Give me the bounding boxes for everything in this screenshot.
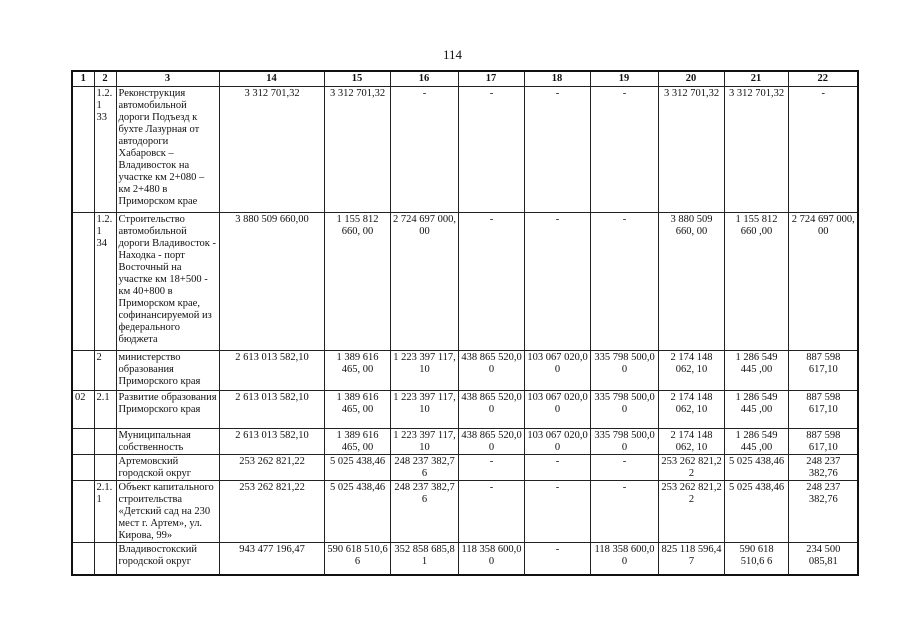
amount-cell: - bbox=[590, 213, 658, 351]
amount-cell: 103 067 020,0 0 bbox=[524, 391, 590, 429]
item-number-cell bbox=[94, 543, 116, 575]
amount-cell: - bbox=[524, 87, 590, 213]
amount-cell: 1 223 397 117, 10 bbox=[390, 429, 458, 455]
item-name-cell: Реконструкция автомобильной дороги Подъезд к бухте Лазурная от автодороги Хабаровск – Владивосток на участке км 2+080 – км 2+480 в Приморском крае bbox=[116, 87, 219, 213]
amount-cell: - bbox=[788, 87, 858, 213]
code-cell bbox=[72, 455, 94, 481]
amount-cell: 118 358 600,0 0 bbox=[590, 543, 658, 575]
amount-cell: 335 798 500,0 0 bbox=[590, 429, 658, 455]
amount-cell: - bbox=[390, 87, 458, 213]
code-cell: 02 bbox=[72, 391, 94, 429]
amount-cell: - bbox=[458, 481, 524, 543]
header-row bbox=[72, 71, 858, 87]
table-row bbox=[72, 543, 858, 575]
item-number-cell: 2 bbox=[94, 351, 116, 391]
amount-cell: 590 618 510,6 6 bbox=[324, 543, 390, 575]
col-header: 17 bbox=[458, 71, 524, 87]
amount-cell: 1 286 549 445 ,00 bbox=[724, 429, 788, 455]
item-name-cell: Объект капитального строительства «Детский сад на 230 мест г. Артем», ул. Кирова, 99» bbox=[116, 481, 219, 543]
amount-cell: - bbox=[458, 87, 524, 213]
table-row bbox=[72, 213, 858, 351]
code-cell bbox=[72, 351, 94, 391]
amount-cell: 248 237 382,76 bbox=[788, 481, 858, 543]
item-number-cell bbox=[94, 455, 116, 481]
amount-cell: 2 724 697 000, 00 bbox=[788, 213, 858, 351]
amount-cell: 2 174 148 062, 10 bbox=[658, 351, 724, 391]
code-cell bbox=[72, 543, 94, 575]
amount-cell: 1 286 549 445 ,00 bbox=[724, 351, 788, 391]
item-name-cell: Строительство автомобильной дороги Владивосток - Находка - порт Восточный на участке км 18+500 - км 40+800 в Приморском крае, софинансируемой из федерального бюджета bbox=[116, 213, 219, 351]
amount-cell: 3 312 701,32 bbox=[219, 87, 324, 213]
amount-cell: - bbox=[590, 481, 658, 543]
col-header: 22 bbox=[788, 71, 858, 87]
amount-cell: 3 312 701,32 bbox=[658, 87, 724, 213]
amount-cell: 825 118 596,4 7 bbox=[658, 543, 724, 575]
amount-cell: 352 858 685,8 1 bbox=[390, 543, 458, 575]
amount-cell: 253 262 821,2 2 bbox=[658, 481, 724, 543]
amount-cell: 943 477 196,47 bbox=[219, 543, 324, 575]
amount-cell: 887 598 617,10 bbox=[788, 429, 858, 455]
page-number: 114 bbox=[442, 47, 463, 62]
amount-cell: 2 613 013 582,10 bbox=[219, 429, 324, 455]
amount-cell: 1 223 397 117, 10 bbox=[390, 391, 458, 429]
amount-cell: 2 724 697 000, 00 bbox=[390, 213, 458, 351]
amount-cell: 2 613 013 582,10 bbox=[219, 391, 324, 429]
col-header: 2 bbox=[94, 71, 116, 87]
amount-cell: 5 025 438,46 bbox=[324, 481, 390, 543]
col-header: 3 bbox=[116, 71, 219, 87]
amount-cell: 234 500 085,81 bbox=[788, 543, 858, 575]
budget-table bbox=[71, 70, 859, 576]
item-number-cell: 2.1.1 bbox=[94, 481, 116, 543]
amount-cell: 3 880 509 660,00 bbox=[219, 213, 324, 351]
amount-cell: 1 223 397 117, 10 bbox=[390, 351, 458, 391]
item-name-cell: Владивостокский городской округ bbox=[116, 543, 219, 575]
code-cell bbox=[72, 213, 94, 351]
amount-cell: 1 389 616 465, 00 bbox=[324, 429, 390, 455]
amount-cell: - bbox=[524, 455, 590, 481]
col-header: 1 bbox=[72, 71, 94, 87]
item-number-cell: 2.1 bbox=[94, 391, 116, 429]
code-cell bbox=[72, 87, 94, 213]
amount-cell: - bbox=[590, 87, 658, 213]
amount-cell: 3 312 701,32 bbox=[324, 87, 390, 213]
amount-cell: 253 262 821,22 bbox=[219, 455, 324, 481]
table-row bbox=[72, 429, 858, 455]
col-header: 16 bbox=[390, 71, 458, 87]
amount-cell: 5 025 438,46 bbox=[724, 481, 788, 543]
amount-cell: 1 155 812 660, 00 bbox=[324, 213, 390, 351]
amount-cell: 590 618 510,6 6 bbox=[724, 543, 788, 575]
amount-cell: 2 613 013 582,10 bbox=[219, 351, 324, 391]
table-row bbox=[72, 87, 858, 213]
code-cell bbox=[72, 429, 94, 455]
amount-cell: - bbox=[524, 481, 590, 543]
table-row bbox=[72, 455, 858, 481]
item-name-cell: Развитие образования Приморского края bbox=[116, 391, 219, 429]
item-name-cell: Муниципальная собственность bbox=[116, 429, 219, 455]
code-cell bbox=[72, 481, 94, 543]
amount-cell: 3 312 701,32 bbox=[724, 87, 788, 213]
table-row bbox=[72, 351, 858, 391]
amount-cell: 103 067 020,0 0 bbox=[524, 429, 590, 455]
amount-cell: - bbox=[590, 455, 658, 481]
amount-cell: 103 067 020,0 0 bbox=[524, 351, 590, 391]
amount-cell: 248 237 382,7 6 bbox=[390, 481, 458, 543]
item-name-cell: Артемовский городской округ bbox=[116, 455, 219, 481]
amount-cell: 253 262 821,22 bbox=[219, 481, 324, 543]
amount-cell: 438 865 520,0 0 bbox=[458, 391, 524, 429]
amount-cell: 1 286 549 445 ,00 bbox=[724, 391, 788, 429]
amount-cell: 1 389 616 465, 00 bbox=[324, 351, 390, 391]
item-number-cell bbox=[94, 429, 116, 455]
table-row bbox=[72, 481, 858, 543]
amount-cell: 438 865 520,0 0 bbox=[458, 429, 524, 455]
col-header: 21 bbox=[724, 71, 788, 87]
col-header: 14 bbox=[219, 71, 324, 87]
amount-cell: 1 155 812 660 ,00 bbox=[724, 213, 788, 351]
amount-cell: 2 174 148 062, 10 bbox=[658, 391, 724, 429]
amount-cell: 887 598 617,10 bbox=[788, 391, 858, 429]
amount-cell: 253 262 821,2 2 bbox=[658, 455, 724, 481]
amount-cell: 5 025 438,46 bbox=[324, 455, 390, 481]
amount-cell: 335 798 500,0 0 bbox=[590, 391, 658, 429]
amount-cell: - bbox=[524, 213, 590, 351]
col-header: 20 bbox=[658, 71, 724, 87]
amount-cell: 887 598 617,10 bbox=[788, 351, 858, 391]
item-name-cell: министерство образования Приморского края bbox=[116, 351, 219, 391]
item-number-cell: 1.2.1 34 bbox=[94, 213, 116, 351]
amount-cell: - bbox=[458, 213, 524, 351]
amount-cell: 3 880 509 660, 00 bbox=[658, 213, 724, 351]
amount-cell: - bbox=[458, 455, 524, 481]
table-row bbox=[72, 391, 858, 429]
amount-cell: 335 798 500,0 0 bbox=[590, 351, 658, 391]
col-header: 15 bbox=[324, 71, 390, 87]
amount-cell: 2 174 148 062, 10 bbox=[658, 429, 724, 455]
amount-cell: 5 025 438,46 bbox=[724, 455, 788, 481]
amount-cell: 248 237 382,76 bbox=[788, 455, 858, 481]
amount-cell: 438 865 520,0 0 bbox=[458, 351, 524, 391]
amount-cell: 118 358 600,0 0 bbox=[458, 543, 524, 575]
amount-cell: - bbox=[524, 543, 590, 575]
amount-cell: 1 389 616 465, 00 bbox=[324, 391, 390, 429]
col-header: 18 bbox=[524, 71, 590, 87]
item-number-cell: 1.2.1 33 bbox=[94, 87, 116, 213]
amount-cell: 248 237 382,7 6 bbox=[390, 455, 458, 481]
col-header: 19 bbox=[590, 71, 658, 87]
